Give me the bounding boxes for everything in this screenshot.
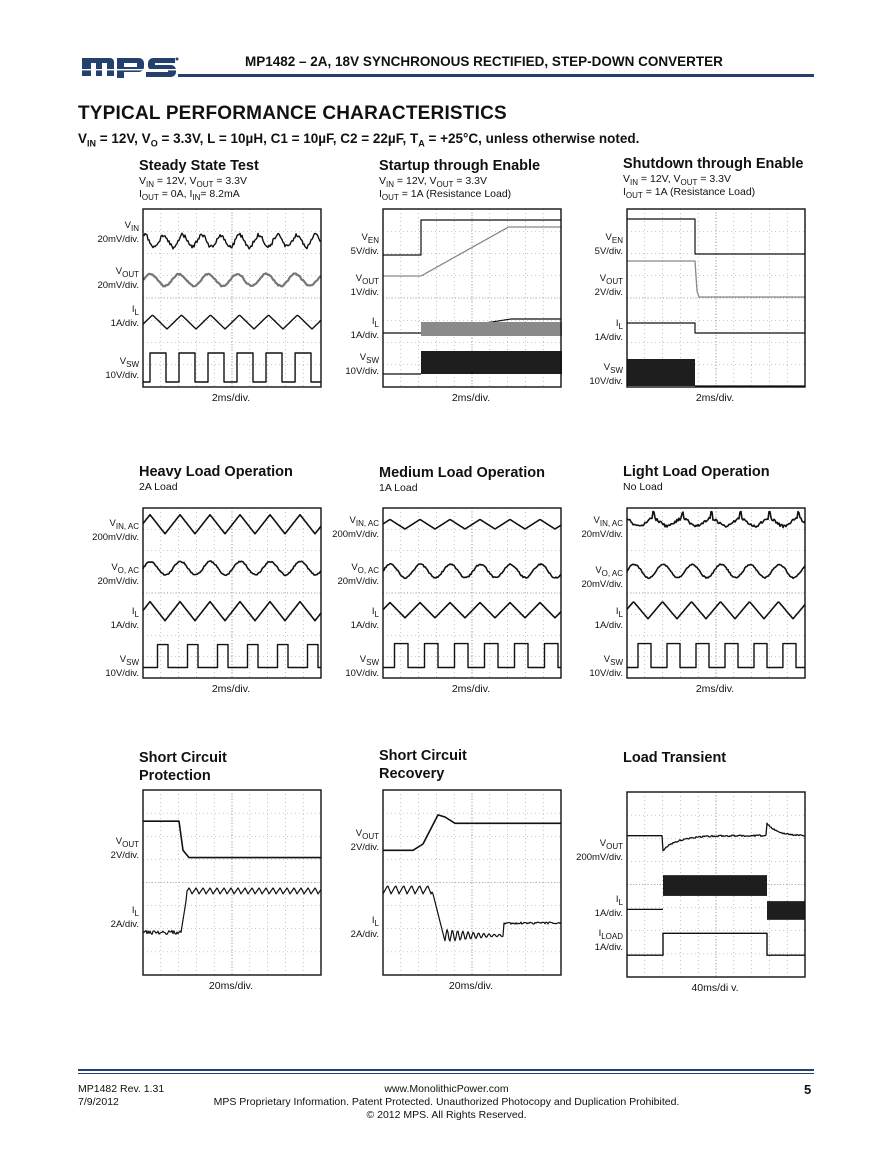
plot-title: Shutdown through Enable [623,156,804,172]
plot-title: Heavy Load Operation [139,464,293,480]
plot-title: Light Load Operation [623,464,770,480]
channel-label: $V_{O, AC}$ 20mV/div. [581,565,623,590]
waveform-trace [143,561,321,576]
plot-title: Short Circuit Protection [139,750,227,784]
oscilloscope-trace [626,791,806,978]
mps-logo [80,50,180,80]
switching-band [421,322,562,336]
oscilloscope-trace [382,789,562,976]
plot-condition: $V_{IN} = 12V$, $V_{OUT} = 3.3V$ [623,173,732,188]
test-conditions: $V_{IN} = 12V$, $V_O = 3.3V$, L = 10µH, C1 = 10µF, C2 = 22µF, $T_A = +25^\circ C$, unless otherwise noted. [78,131,640,149]
channel-label: $I_L$ 1A/div. [110,304,139,329]
page-number: 5 [804,1082,812,1097]
channel-label: $V_{SW}$ 10V/div. [345,352,379,377]
channel-label: $I_L$ 1A/div. [110,606,139,631]
header-title: MP1482 – 2A, 18V SYNCHRONOUS RECTIFIED, STEP-DOWN CONVERTER [245,54,723,69]
channel-label: $I_L$ 1A/div. [350,316,379,341]
timebase-label: 20ms/div. [208,980,254,992]
footer-rule-thin [78,1073,814,1074]
timebase-label: 2ms/div. [451,392,491,404]
timebase-label: 20ms/div. [448,980,494,992]
channel-label: $V_{OUT}$ 2V/div. [110,836,139,861]
oscilloscope-trace [142,789,322,976]
channel-label: $V_{EN}$ 5V/div. [350,232,379,257]
waveform-trace [627,323,805,333]
plot-title: Medium Load Operation [379,465,545,481]
oscilloscope-trace [626,208,806,388]
timebase-label: 2ms/div. [211,683,251,695]
switching-band [421,351,562,374]
channel-label: $V_{SW}$ 10V/div. [345,654,379,679]
plot-condition: No Load [623,481,663,493]
channel-label: $V_{OUT}$ 20mV/div. [97,266,139,291]
plot-condition: $I_{OUT} = 1A$ (Resistance Load) [379,188,512,203]
timebase-label: 2ms/div. [695,392,735,404]
channel-label: $V_{OUT}$ 200mV/div. [576,838,623,863]
plot-title: Load Transient [623,750,727,766]
footer-proprietary: MPS Proprietary Information. Patent Protected. Unauthorized Photocopy and Duplication Prohibited. [213,1096,680,1108]
channel-label: $V_{OUT}$ 2V/div. [594,273,623,298]
channel-label: $V_{SW}$ 10V/div. [589,654,623,679]
section-title: TYPICAL PERFORMANCE CHARACTERISTICS [78,103,507,124]
channel-label: $I_L$ 2A/div. [350,915,379,940]
plot-title: Startup through Enable [379,158,541,174]
waveform-trace [627,512,805,528]
channel-label: $I_{LOAD}$ 1A/div. [594,928,623,953]
oscilloscope-trace [382,208,562,388]
switching-band [767,901,805,920]
channel-label: $V_{IN, AC}$ 20mV/div. [581,515,623,540]
channel-label: $I_L$ 1A/div. [350,606,379,631]
timebase-label: 2ms/div. [451,683,491,695]
channel-label: $V_{OUT}$ 1V/div. [350,273,379,298]
channel-label: $V_{IN}$ 20mV/div. [97,220,139,245]
channel-label: $V_{SW}$ 10V/div. [105,356,139,381]
footer-rule [78,1069,814,1071]
channel-label: $V_{SW}$ 10V/div. [589,362,623,387]
switching-band [663,875,767,896]
plot-condition: $I_{OUT} = 1A$ (Resistance Load) [623,186,756,201]
plot-condition: $V_{IN} = 12V$, $V_{OUT} = 3.3V$ [139,175,248,190]
channel-label: $V_{IN, AC}$ 200mV/div. [92,518,139,543]
footer-copyright: © 2012 MPS. All Rights Reserved. [366,1109,527,1121]
footer-revision: MP1482 Rev. 1.31 [78,1083,165,1095]
plot-condition: $V_{IN} = 12V$, $V_{OUT} = 3.3V$ [379,175,488,190]
footer-website[interactable]: www.MonolithicPower.com [384,1083,509,1095]
channel-label: $I_L$ 1A/div. [594,894,623,919]
channel-label: $V_{OUT}$ 2V/div. [350,828,379,853]
oscilloscope-trace [382,507,562,679]
oscilloscope-trace [142,507,322,679]
timebase-label: 40ms/di v. [691,982,739,994]
channel-label: $V_{EN}$ 5V/div. [594,232,623,257]
channel-label: $I_L$ 2A/div. [110,905,139,930]
header-rule [178,74,814,77]
oscilloscope-trace [142,208,322,388]
channel-label: $V_{IN, AC}$ 200mV/div. [332,515,379,540]
plot-title: Steady State Test [139,158,259,174]
footer-date: 7/9/2012 [78,1096,119,1108]
plot-condition: 1A Load [379,482,418,494]
channel-label: $I_L$ 1A/div. [594,606,623,631]
oscilloscope-trace [626,507,806,679]
channel-label: $V_{O, AC}$ 20mV/div. [97,562,139,587]
timebase-label: 2ms/div. [695,683,735,695]
channel-label: $V_{O, AC}$ 20mV/div. [337,562,379,587]
plot-title: Short Circuit Recovery [379,748,467,782]
timebase-label: 2ms/div. [211,392,251,404]
switching-band [627,359,695,386]
plot-condition: 2A Load [139,481,178,493]
channel-label: $I_L$ 1A/div. [594,318,623,343]
channel-label: $V_{SW}$ 10V/div. [105,654,139,679]
plot-condition: $I_{OUT} = 0A$, $I_{IN}= 8.2mA$ [139,188,240,203]
